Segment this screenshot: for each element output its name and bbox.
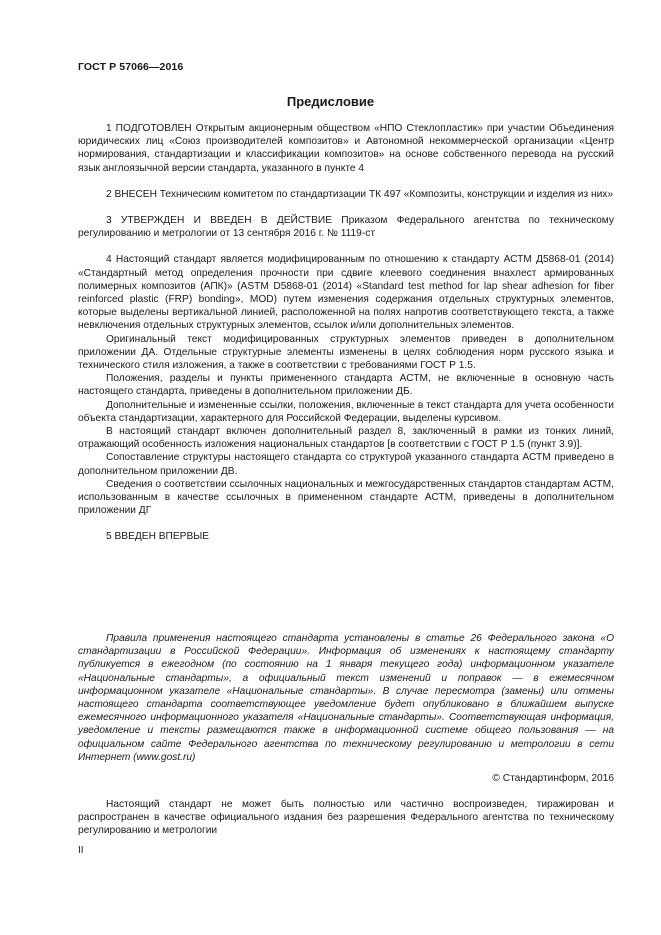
section-5-introduced: 5 ВВЕДЕН ВПЕРВЫЕ [106, 531, 210, 543]
section-4-additional-references: Дополнительные и измененные ссылки, положения, включенные в текст стандарта для учета особенности объекта стандартизации, характерного для Российской Федерации, выделены курсивом. [78, 399, 614, 424]
foreword-body [78, 122, 614, 544]
section-4-original-text: Оригинальный текст модифицированных структурных элементов приведен в дополнительном приложении ДА. Отдельные структурные элементы изменены в целях соблюдения норм русского языка и технического стиля изложения, а также в соответствии с требованиями ГОСТ Р 1.5. [78, 333, 614, 372]
section-1-prepared: 1 ПОДГОТОВЛЕН Открытым акционерным обществом «НПО Стеклопластик» при участии Объединения юридических лиц «Союз производителей композитов» и Автономной некоммерческой организации «Центр нормирования, стандартизации и классификации композитов» на основе собственного перевода на русский язык англоязычной версии стандарта, указанного в пункте 4 [78, 123, 614, 174]
section-2-submitted: 2 ВНЕСЕН Техническим комитетом по стандартизации ТК 497 «Композиты, конструкции и изделия из них» [106, 188, 614, 200]
section-4-modification: 4 Настоящий стандарт является модифицированным по отношению к стандарту АСТМ Д5868-01 (2014) «Стандартный метод определения прочности при сдвиге клеевого соединения внахлест армированных полимерных композитов (АПК)» (ASTM D5868-01 (2014) «Standard test method for lap shear adhesion for fiber reinforced plastic (FRP) bonding», MOD) путем изменения содержания отдельных структурных элементов, которые выделены вертикальной линией, расположенной на полях напротив соответствующего текста, а также невключения отдельных структурных элементов, ссылок и/или дополнительных элементов. [78, 254, 614, 332]
section-4-structure-comparison: Сопоставление структуры настоящего стандарта со структурой указанного стандарта АСТМ приведено в дополнительном приложении ДВ. [78, 452, 614, 477]
section-4-reference-standards: Сведения о соответствии ссылочных национальных и межгосударственных стандартов стандартам АСТМ, использованным в качестве ссылочных в примененном стандарте АСТМ, приведены в дополнительном приложении ДГ [78, 478, 614, 517]
section-4-additional-section: В настоящий стандарт включен дополнительный раздел 8, заключенный в рамки из тонких линий, отражающий особенность изложения национальных стандартов [в соответствии с ГОСТ Р 1.5 (пункт 3.9)]. [78, 426, 614, 451]
page-number: II [78, 845, 84, 856]
reproduction-notice: Настоящий стандарт не может быть полностью или частично воспроизведен, тиражирован и распространен в качестве официального издания без разрешения Федерального агентства по техническому регулированию и метрологии [78, 799, 614, 837]
standard-designation: ГОСТ Р 57066—2016 [78, 61, 184, 73]
copyright: © Стандартинформ, 2016 [492, 773, 614, 784]
page-title: Предисловие [286, 94, 375, 109]
section-3-approved: 3 УТВЕРЖДЕН И ВВЕДЕН В ДЕЙСТВИЕ Приказом Федерального агентства по техническому регулированию и метрологии от 13 сентября 2016 г. № 1119-ст [78, 215, 614, 240]
application-rules-notice: Правила применения настоящего стандарта установлены в статье 26 Федерального закона «О стандартизации в Российской Федерации». Информация об изменениях к настоящему стандарту публикуется в ежегодном (по состоянию на 1 января текущего года) информационном указателе «Национальные стандарты», а официальный текст изменений и поправок — в ежемесячном информационном указателе «Национальные стандарты». В случае пересмотра (замены) или отмены настоящего стандарта соответствующее уведомление будет опубликовано в ближайшем выпуске ежемесячного информационного указателя «Национальные стандарты». Соответствующая информация, уведомление и тексты размещаются также в информационной системе общего пользования — на официальном сайте Федерального агентства по техническому регулированию и метрологии в сети Интернет (www.gost.ru) [78, 633, 614, 763]
section-4-excluded-provisions: Положения, разделы и пункты примененного стандарта АСТМ, не включенные в основную часть настоящего стандарта, приведены в дополнительном приложении ДБ. [78, 373, 614, 398]
